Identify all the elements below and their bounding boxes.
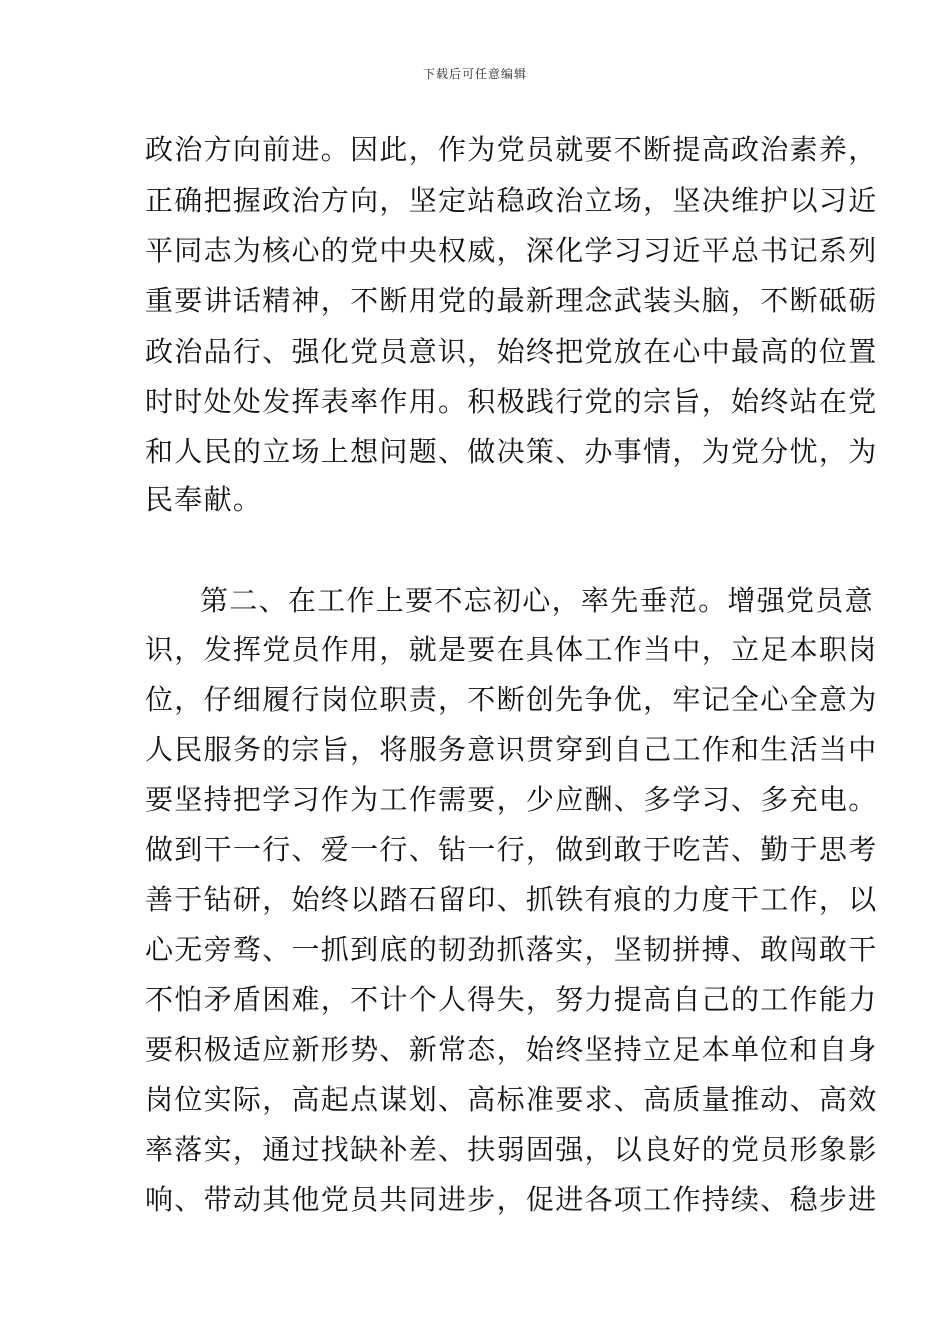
text-line: 要积极适应新形势、新常态，始终坚持立足本单位和自身 (145, 1033, 878, 1066)
text-line: 和人民的立场上想问题、做决策、办事情，为党分忧，为 (145, 435, 878, 468)
text-line: 位，仔细履行岗位职责，不断创先争优，牢记全心全意为 (145, 683, 878, 716)
text-line: 做到干一行、爱一行、钻一行，做到敢于吃苦、勤于思考 (145, 833, 878, 866)
download-note: 下载后可任意编辑 (422, 67, 527, 81)
text-line: 心无旁骛、一抓到底的韧劲抓落实，坚韧拼搏、敢闯敢干 (145, 933, 878, 966)
text-line: 第二、在工作上要不忘初心，率先垂范。增强党员意 (200, 584, 874, 617)
text-line: 时时处处发挥表率作用。积极践行党的宗旨，始终站在党 (145, 385, 878, 418)
text-line: 重要讲话精神，不断用党的最新理念武装头脑，不断砥砺 (145, 284, 878, 317)
text-line: 正确把握政治方向，坚定站稳政治立场，坚决维护以习近 (145, 184, 878, 217)
text-line: 善于钻研，始终以踏石留印、抓铁有痕的力度干工作，以 (145, 883, 878, 916)
text-line: 岗位实际，高起点谋划、高标准要求、高质量推动、高效 (145, 1083, 878, 1116)
text-line: 要坚持把学习作为工作需要，少应酬、多学习、多充电。 (145, 783, 878, 816)
text-line: 政治品行、强化党员意识，始终把党放在心中最高的位置 (145, 335, 878, 368)
text-line: 人民服务的宗旨，将服务意识贯穿到自己工作和生活当中 (145, 733, 878, 766)
text-line: 民奉献。 (145, 483, 263, 516)
text-line: 平同志为核心的党中央权威，深化学习习近平总书记系列 (145, 234, 878, 267)
text-line: 政治方向前进。因此，作为党员就要不断提高政治素养， (145, 133, 878, 166)
text-line: 响、带动其他党员共同进步，促进各项工作持续、稳步进 (145, 1183, 878, 1216)
text-line: 不怕矛盾困难，不计个人得失，努力提高自己的工作能力 (145, 983, 878, 1016)
text-line: 识，发挥党员作用，就是要在具体工作当中，立足本职岗 (145, 633, 878, 666)
text-line: 率落实，通过找缺补差、扶弱固强，以良好的党员形象影 (145, 1133, 878, 1166)
